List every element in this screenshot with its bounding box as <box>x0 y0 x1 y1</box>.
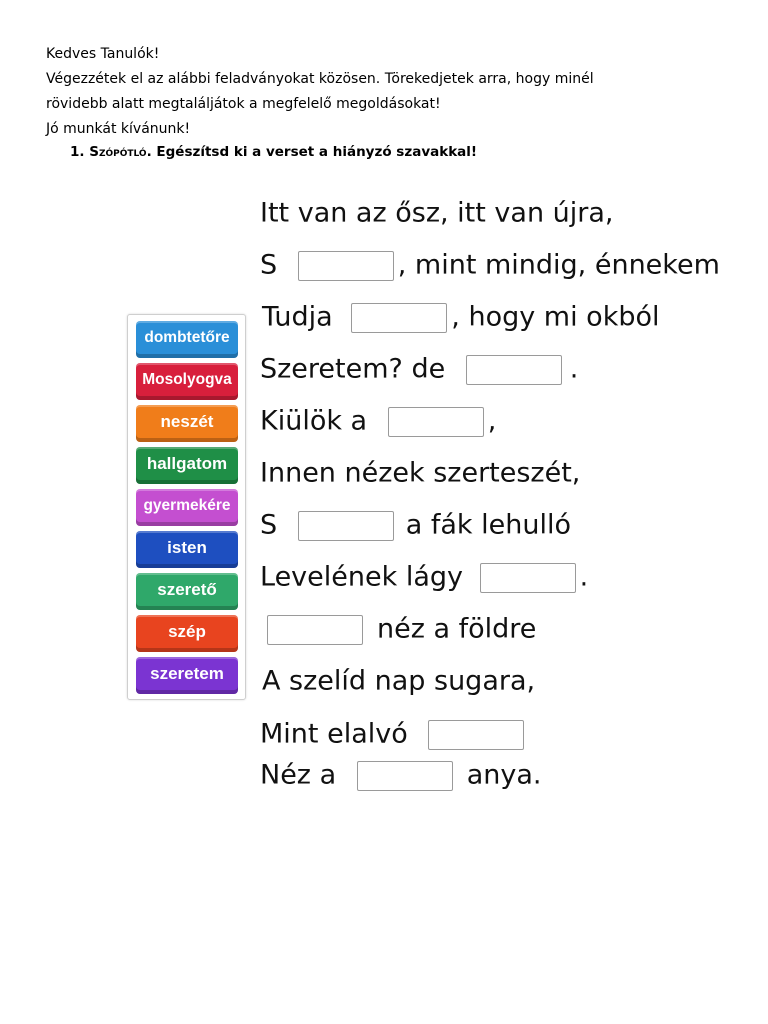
closing-line: Jó munkát kívánunk! <box>46 121 191 137</box>
poem-line-1: Itt van az ősz, itt van újra, <box>260 197 614 229</box>
word-tile-1[interactable]: dombtetőre <box>136 321 238 358</box>
poem-line-8: Levelének lágy . <box>260 561 589 593</box>
answer-blank-6[interactable] <box>480 563 576 593</box>
answer-blank-3[interactable] <box>466 355 562 385</box>
answer-blank-4[interactable] <box>388 407 484 437</box>
poem-line-12: Néz a anya. <box>260 759 542 791</box>
poem-line-4: Szeretem? de . <box>260 353 579 385</box>
greeting: Kedves Tanulók! <box>46 46 160 62</box>
poem-line-6: Innen nézek szerteszét, <box>260 457 581 489</box>
poem-line-11: Mint elalvó <box>260 717 524 752</box>
task-number: 1. <box>70 144 85 160</box>
word-tile-7[interactable]: szerető <box>136 573 238 610</box>
poem-line-5: Kiülök a , <box>260 405 497 437</box>
task-heading <box>70 144 477 160</box>
poem-line-7: S a fák lehulló <box>260 509 571 541</box>
answer-blank-1[interactable] <box>298 251 394 281</box>
answer-blank-9[interactable] <box>357 761 453 791</box>
poem-line-10: A szelíd nap sugara, <box>262 665 536 697</box>
word-tile-2[interactable]: Mosolyogva <box>136 363 238 400</box>
word-tile-5[interactable]: gyermekére <box>136 489 238 526</box>
word-tile-3[interactable]: neszét <box>136 405 238 442</box>
word-tile-9[interactable]: szeretem <box>136 657 238 694</box>
word-tile-6[interactable]: isten <box>136 531 238 568</box>
task-text: Egészítsd ki a verset a hiányzó szavakkal! <box>156 144 478 160</box>
answer-blank-7[interactable] <box>267 615 363 645</box>
answer-blank-8[interactable] <box>428 720 524 750</box>
poem-line-9: néz a földre <box>267 612 536 647</box>
instruction-line-2: rövidebb alatt megtaláljátok a megfelelő megoldásokat! <box>46 96 441 112</box>
instruction-line-1: Végezzétek el az alábbi feladványokat közösen. Törekedjetek arra, hogy minél <box>46 71 594 87</box>
poem-line-3: Tudja , hogy mi okból <box>262 301 660 333</box>
intro-text <box>46 42 746 142</box>
answer-blank-2[interactable] <box>351 303 447 333</box>
answer-blank-5[interactable] <box>298 511 394 541</box>
word-tile-4[interactable]: hallgatom <box>136 447 238 484</box>
word-bank <box>127 314 246 700</box>
task-title: Szópótló. <box>89 144 152 160</box>
poem-line-2: S , mint mindig, énnekem <box>260 249 720 281</box>
word-tile-8[interactable]: szép <box>136 615 238 652</box>
